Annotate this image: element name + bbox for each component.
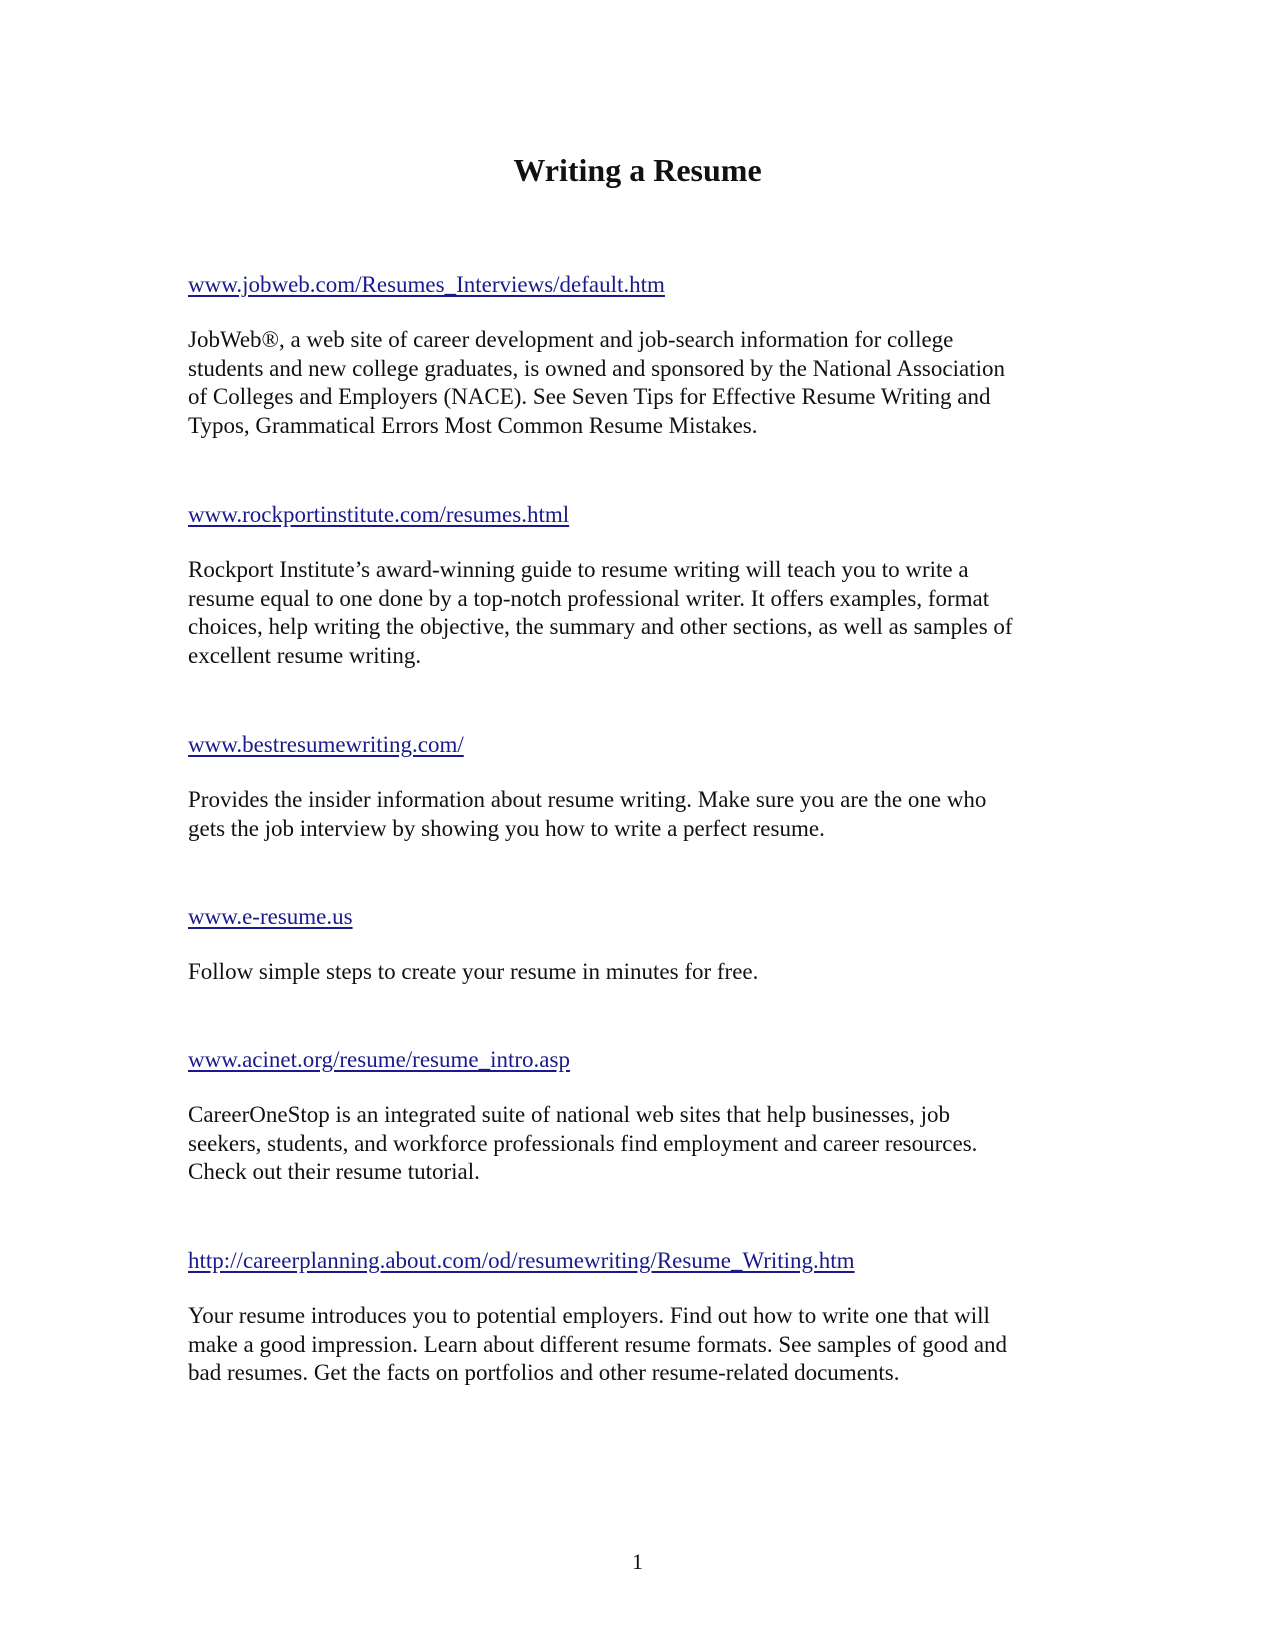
resource-description — [188, 1101, 1088, 1187]
description-line: JobWeb®, a web site of career development and job-search information for college — [188, 327, 954, 352]
description-line: Typos, Grammatical Errors Most Common Resume Mistakes. — [188, 412, 758, 438]
resource-link[interactable]: http://careerplanning.about.com/od/resumewriting/Resume_Writing.htm — [188, 1248, 855, 1273]
resource-entry — [188, 903, 1088, 987]
description-line: excellent resume writing. — [188, 642, 422, 668]
resource-link[interactable]: www.bestresumewriting.com/ — [188, 732, 464, 757]
description-line: Check out their resume tutorial. — [188, 1159, 480, 1184]
resource-entry — [188, 731, 1088, 843]
resource-description — [188, 326, 1088, 440]
resource-description — [188, 786, 1088, 843]
resource-link[interactable]: www.e-resume.us — [188, 904, 353, 929]
description-line: bad resumes. Get the facts on portfolios and other resume-related documents. — [188, 1360, 900, 1385]
resource-description — [188, 1302, 1088, 1388]
description-line: Provides the insider information about resume writing. Make sure you are the one who — [188, 787, 987, 812]
resource-link[interactable]: www.acinet.org/resume/resume_intro.asp — [188, 1047, 570, 1072]
resource-entry — [188, 1247, 1088, 1388]
resource-entry — [188, 501, 1088, 670]
description-line: Rockport Institute’s award-winning guide to resume writing will teach you to write a — [188, 557, 969, 582]
resource-link[interactable]: www.rockportinstitute.com/resumes.html — [188, 502, 570, 527]
resource-description — [188, 556, 1088, 670]
resource-entry — [188, 271, 1088, 440]
description-line: make a good impression. Learn about different resume formats. See samples of good and — [188, 1331, 1008, 1357]
resource-entry — [188, 1046, 1088, 1187]
page-number: 1 — [632, 1549, 643, 1574]
description-line: choices, help writing the objective, the summary and other sections, as well as samples of — [188, 614, 1013, 639]
description-line: CareerOneStop is an integrated suite of national web sites that help businesses, job — [188, 1102, 951, 1127]
description-line: resume equal to one done by a top-notch professional writer. It offers examples, format — [188, 585, 990, 611]
description-line: of Colleges and Employers (NACE). See Seven Tips for Effective Resume Writing and — [188, 384, 991, 409]
page-title: Writing a Resume — [513, 152, 762, 188]
description-line: Your resume introduces you to potential employers. Find out how to write one that will — [188, 1303, 990, 1328]
resource-description — [188, 958, 1088, 987]
description-line: Follow simple steps to create your resume in minutes for free. — [188, 959, 759, 984]
description-line: seekers, students, and workforce professionals find employment and career resources. — [188, 1130, 978, 1156]
resource-link[interactable]: www.jobweb.com/Resumes_Interviews/default.htm — [188, 272, 665, 297]
description-line: gets the job interview by showing you how to write a perfect resume. — [188, 815, 825, 841]
description-line: students and new college graduates, is owned and sponsored by the National Association — [188, 355, 1005, 381]
